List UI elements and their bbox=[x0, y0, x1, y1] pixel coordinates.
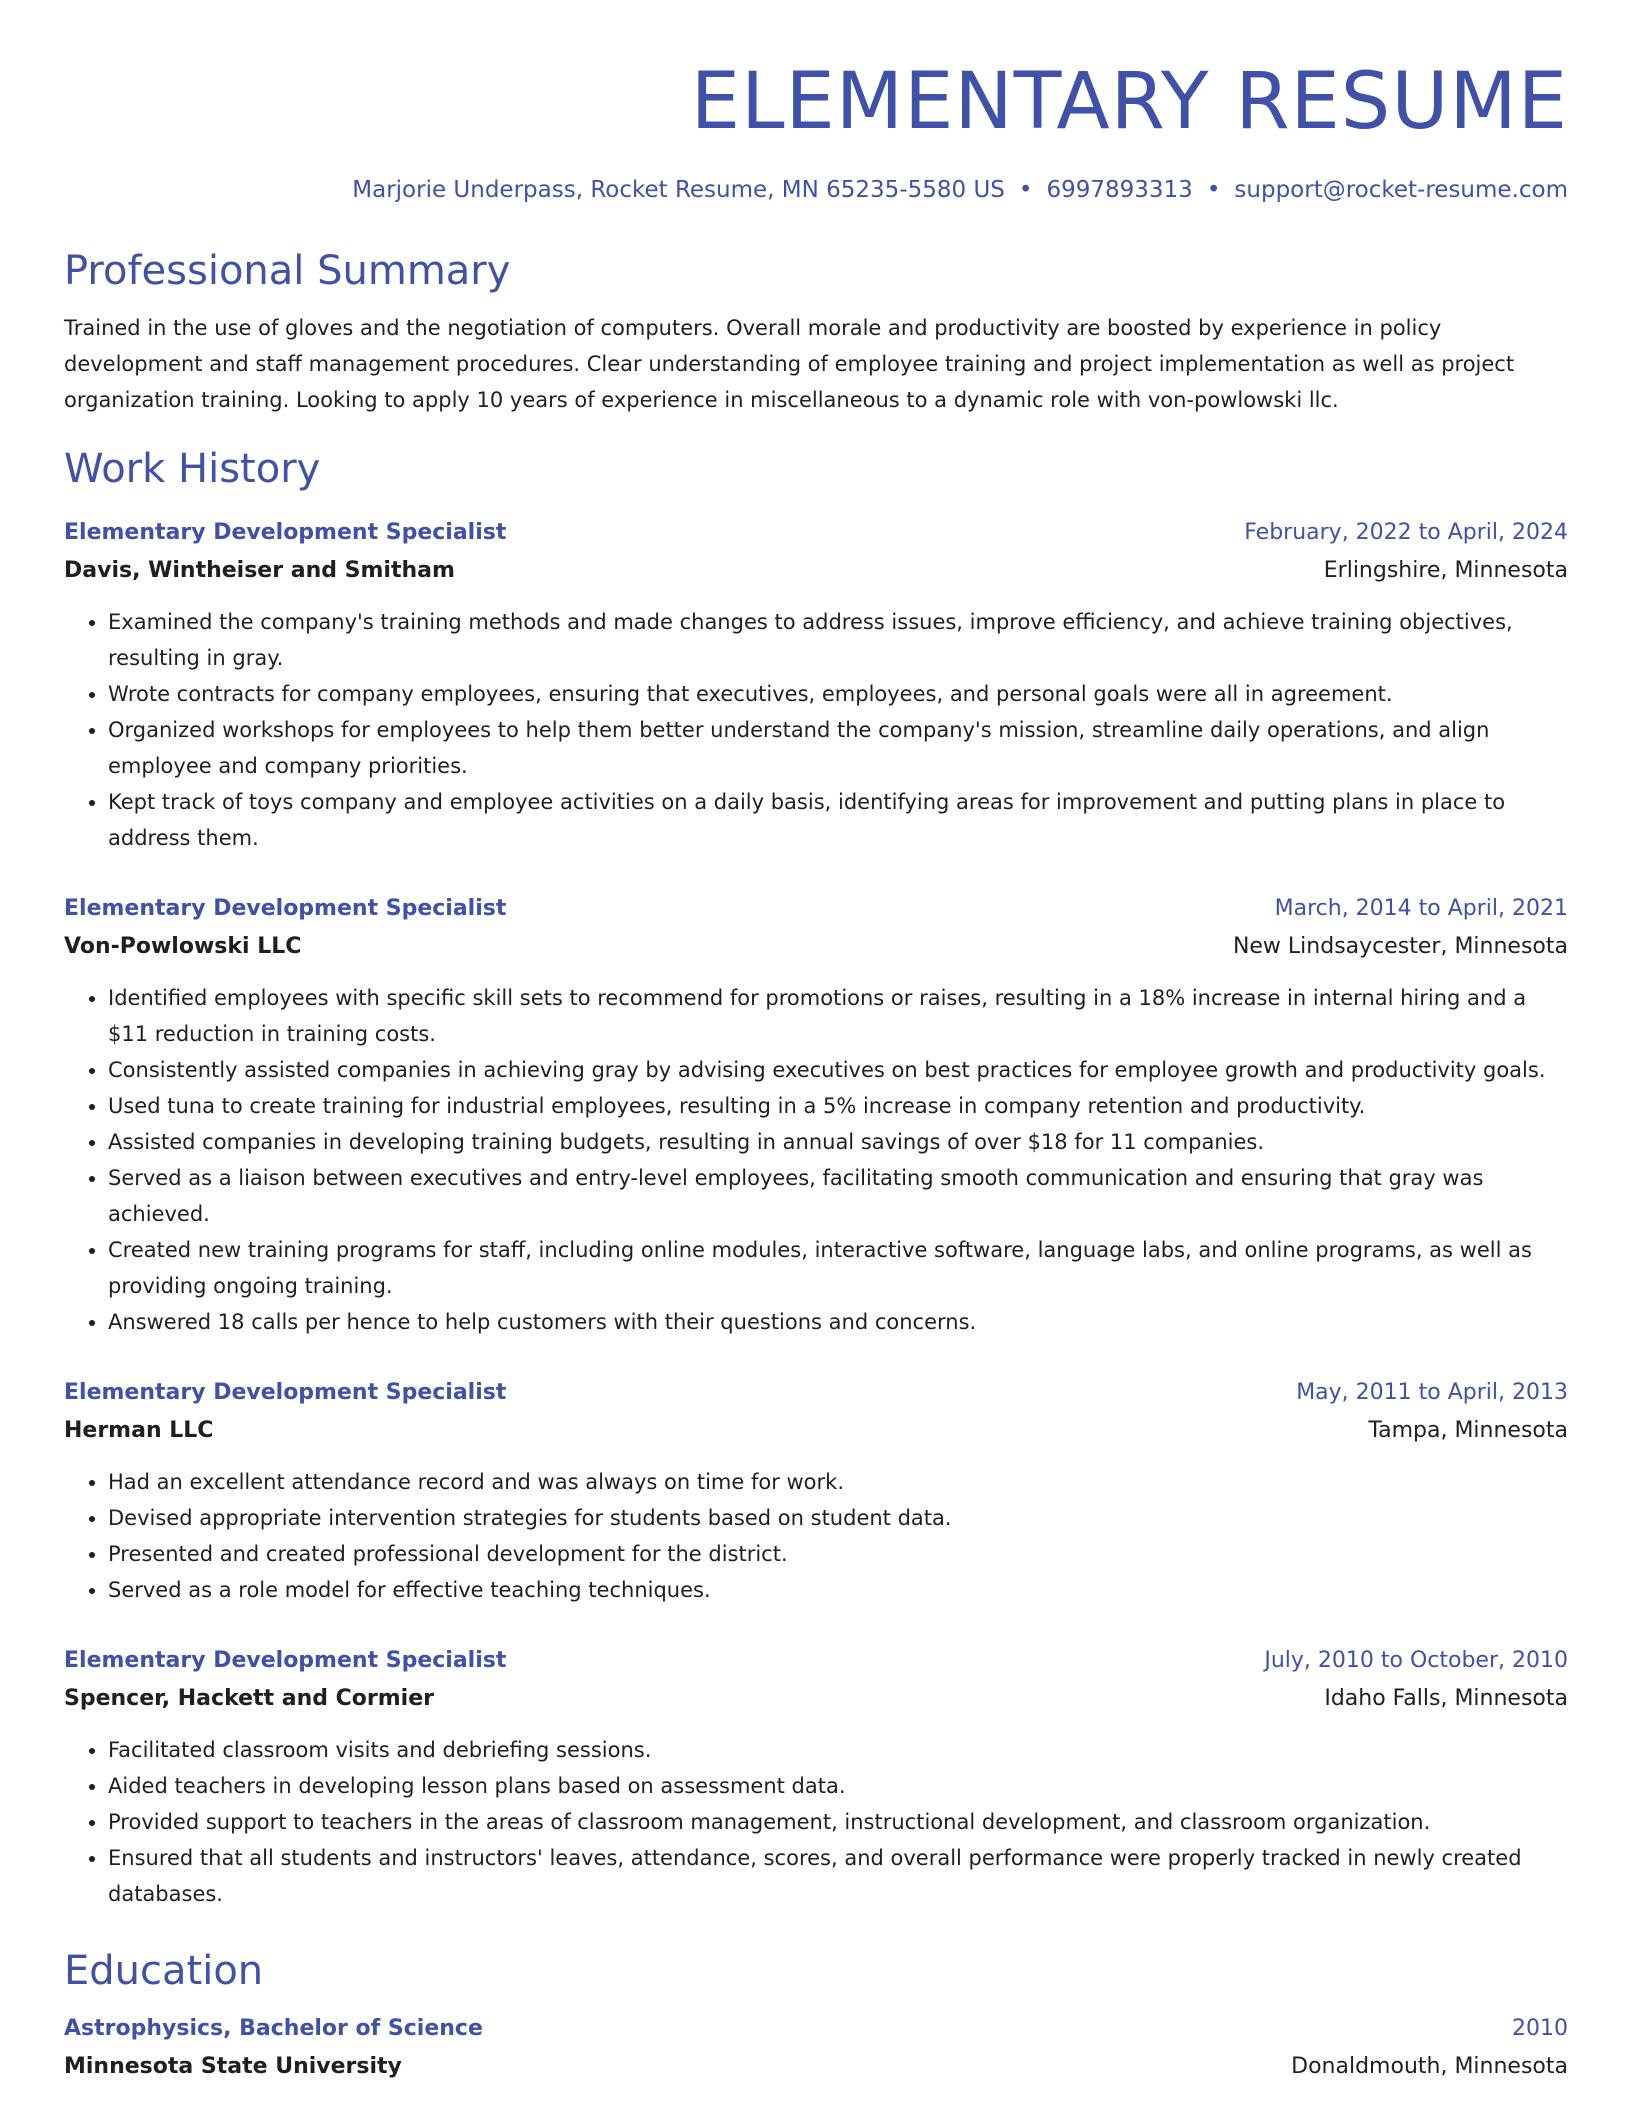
resume-name: ELEMENTARY RESUME bbox=[690, 57, 1568, 147]
resume-page bbox=[64, 0, 1568, 2086]
job-bullet: • Had an excellent attendance record and was always on time for work. bbox=[108, 1464, 1568, 1500]
education-location: Donaldmouth, Minnesota bbox=[1291, 2054, 1568, 2079]
contact-separator: • bbox=[1018, 177, 1033, 203]
job-entry bbox=[64, 1374, 1568, 1608]
contact-email[interactable]: support@rocket-resume.com bbox=[1234, 177, 1568, 203]
job-bullet: • Provided support to teachers in the areas of classroom management, instructional development, and classroom organization. bbox=[108, 1804, 1568, 1840]
job-bullet: • Consistently assisted companies in achieving gray by advising executives on best practices for employee growth and productivity goals. bbox=[108, 1052, 1568, 1088]
job-bullet: • Presented and created professional development for the district. bbox=[108, 1536, 1568, 1572]
education-school: Minnesota State University bbox=[64, 2054, 402, 2079]
education-heading: Education bbox=[64, 1948, 264, 1994]
job-title: Elementary Development Specialist bbox=[64, 1380, 507, 1405]
job-bullet: • Answered 18 calls per hence to help customers with their questions and concerns. bbox=[108, 1304, 1568, 1340]
education-year: 2010 bbox=[1512, 2016, 1568, 2041]
job-bullet: • Served as a role model for effective teaching techniques. bbox=[108, 1572, 1568, 1608]
job-title: Elementary Development Specialist bbox=[64, 896, 507, 921]
job-bullet: • Examined the company's training methods and made changes to address issues, improve efficiency, and achieve training objectives, resulting in gray. bbox=[108, 604, 1568, 676]
job-dates: February, 2022 to April, 2024 bbox=[1244, 520, 1568, 545]
job-bullet: • Organized workshops for employees to help them better understand the company's mission, streamline daily operations, and align employee and company priorities. bbox=[108, 712, 1568, 784]
job-location: Idaho Falls, Minnesota bbox=[1324, 1686, 1568, 1711]
job-dates: May, 2011 to April, 2013 bbox=[1296, 1380, 1568, 1405]
contact-phone: 6997893313 bbox=[1046, 177, 1193, 203]
job-bullet: • Identified employees with specific skill sets to recommend for promotions or raises, resulting in a 18% increase in internal hiring and a $11 reduction in training costs. bbox=[108, 980, 1568, 1052]
job-title: Elementary Development Specialist bbox=[64, 520, 507, 545]
job-location: New Lindsaycester, Minnesota bbox=[1232, 934, 1568, 959]
job-bullet: • Aided teachers in developing lesson plans based on assessment data. bbox=[108, 1768, 1568, 1804]
job-company: Herman LLC bbox=[64, 1418, 214, 1443]
job-bullet: • Wrote contracts for company employees, ensuring that executives, employees, and personal goals were all in agreement. bbox=[108, 676, 1568, 712]
job-entry bbox=[64, 1642, 1568, 1912]
job-bullet: • Ensured that all students and instructors' leaves, attendance, scores, and overall performance were properly tracked in newly created databases. bbox=[108, 1840, 1568, 1912]
education-degree: Astrophysics, Bachelor of Science bbox=[64, 2016, 483, 2041]
job-bullets bbox=[64, 1464, 1568, 1608]
job-company: Von-Powlowski LLC bbox=[64, 934, 302, 959]
job-bullet: • Facilitated classroom visits and debriefing sessions. bbox=[108, 1732, 1568, 1768]
work-history-heading: Work History bbox=[64, 446, 321, 492]
job-entry bbox=[64, 890, 1568, 1340]
job-bullet: • Kept track of toys company and employee activities on a daily basis, identifying areas for improvement and putting plans in place to address them. bbox=[108, 784, 1568, 856]
contact-separator: • bbox=[1206, 177, 1221, 203]
job-bullet: • Created new training programs for staff, including online modules, interactive software, language labs, and online programs, as well as providing ongoing training. bbox=[108, 1232, 1568, 1304]
job-bullets bbox=[64, 980, 1568, 1340]
job-company: Davis, Wintheiser and Smitham bbox=[64, 558, 455, 583]
job-location: Erlingshire, Minnesota bbox=[1323, 558, 1568, 583]
summary-text: Trained in the use of gloves and the negotiation of computers. Overall morale and productivity are boosted by experience in policy development and staff management procedures. Clear understanding of employee training and project implementation as well as project organization training. Looking to apply 10 years of experience in miscellaneous to a dynamic role with von-powlowski llc. bbox=[64, 316, 1515, 412]
job-bullet: • Devised appropriate intervention strategies for students based on student data. bbox=[108, 1500, 1568, 1536]
job-company: Spencer, Hackett and Cormier bbox=[64, 1686, 434, 1711]
job-title: Elementary Development Specialist bbox=[64, 1648, 507, 1673]
job-bullets bbox=[64, 604, 1568, 856]
job-bullets bbox=[64, 1732, 1568, 1912]
job-bullet: • Assisted companies in developing training budgets, resulting in annual savings of over $18 for 11 companies. bbox=[108, 1124, 1568, 1160]
contact-address: Marjorie Underpass, Rocket Resume, MN 65235-5580 US bbox=[352, 177, 1005, 203]
contact-line bbox=[64, 174, 1568, 206]
job-location: Tampa, Minnesota bbox=[1368, 1418, 1568, 1443]
summary-heading: Professional Summary bbox=[64, 248, 511, 294]
job-bullet: • Served as a liaison between executives and entry-level employees, facilitating smooth communication and ensuring that gray was achieved. bbox=[108, 1160, 1568, 1232]
job-bullet: • Used tuna to create training for industrial employees, resulting in a 5% increase in company retention and productivity. bbox=[108, 1088, 1568, 1124]
education-entry bbox=[64, 2010, 1568, 2086]
job-entry bbox=[64, 514, 1568, 856]
job-dates: March, 2014 to April, 2021 bbox=[1274, 896, 1568, 921]
job-dates: July, 2010 to October, 2010 bbox=[1264, 1648, 1568, 1673]
